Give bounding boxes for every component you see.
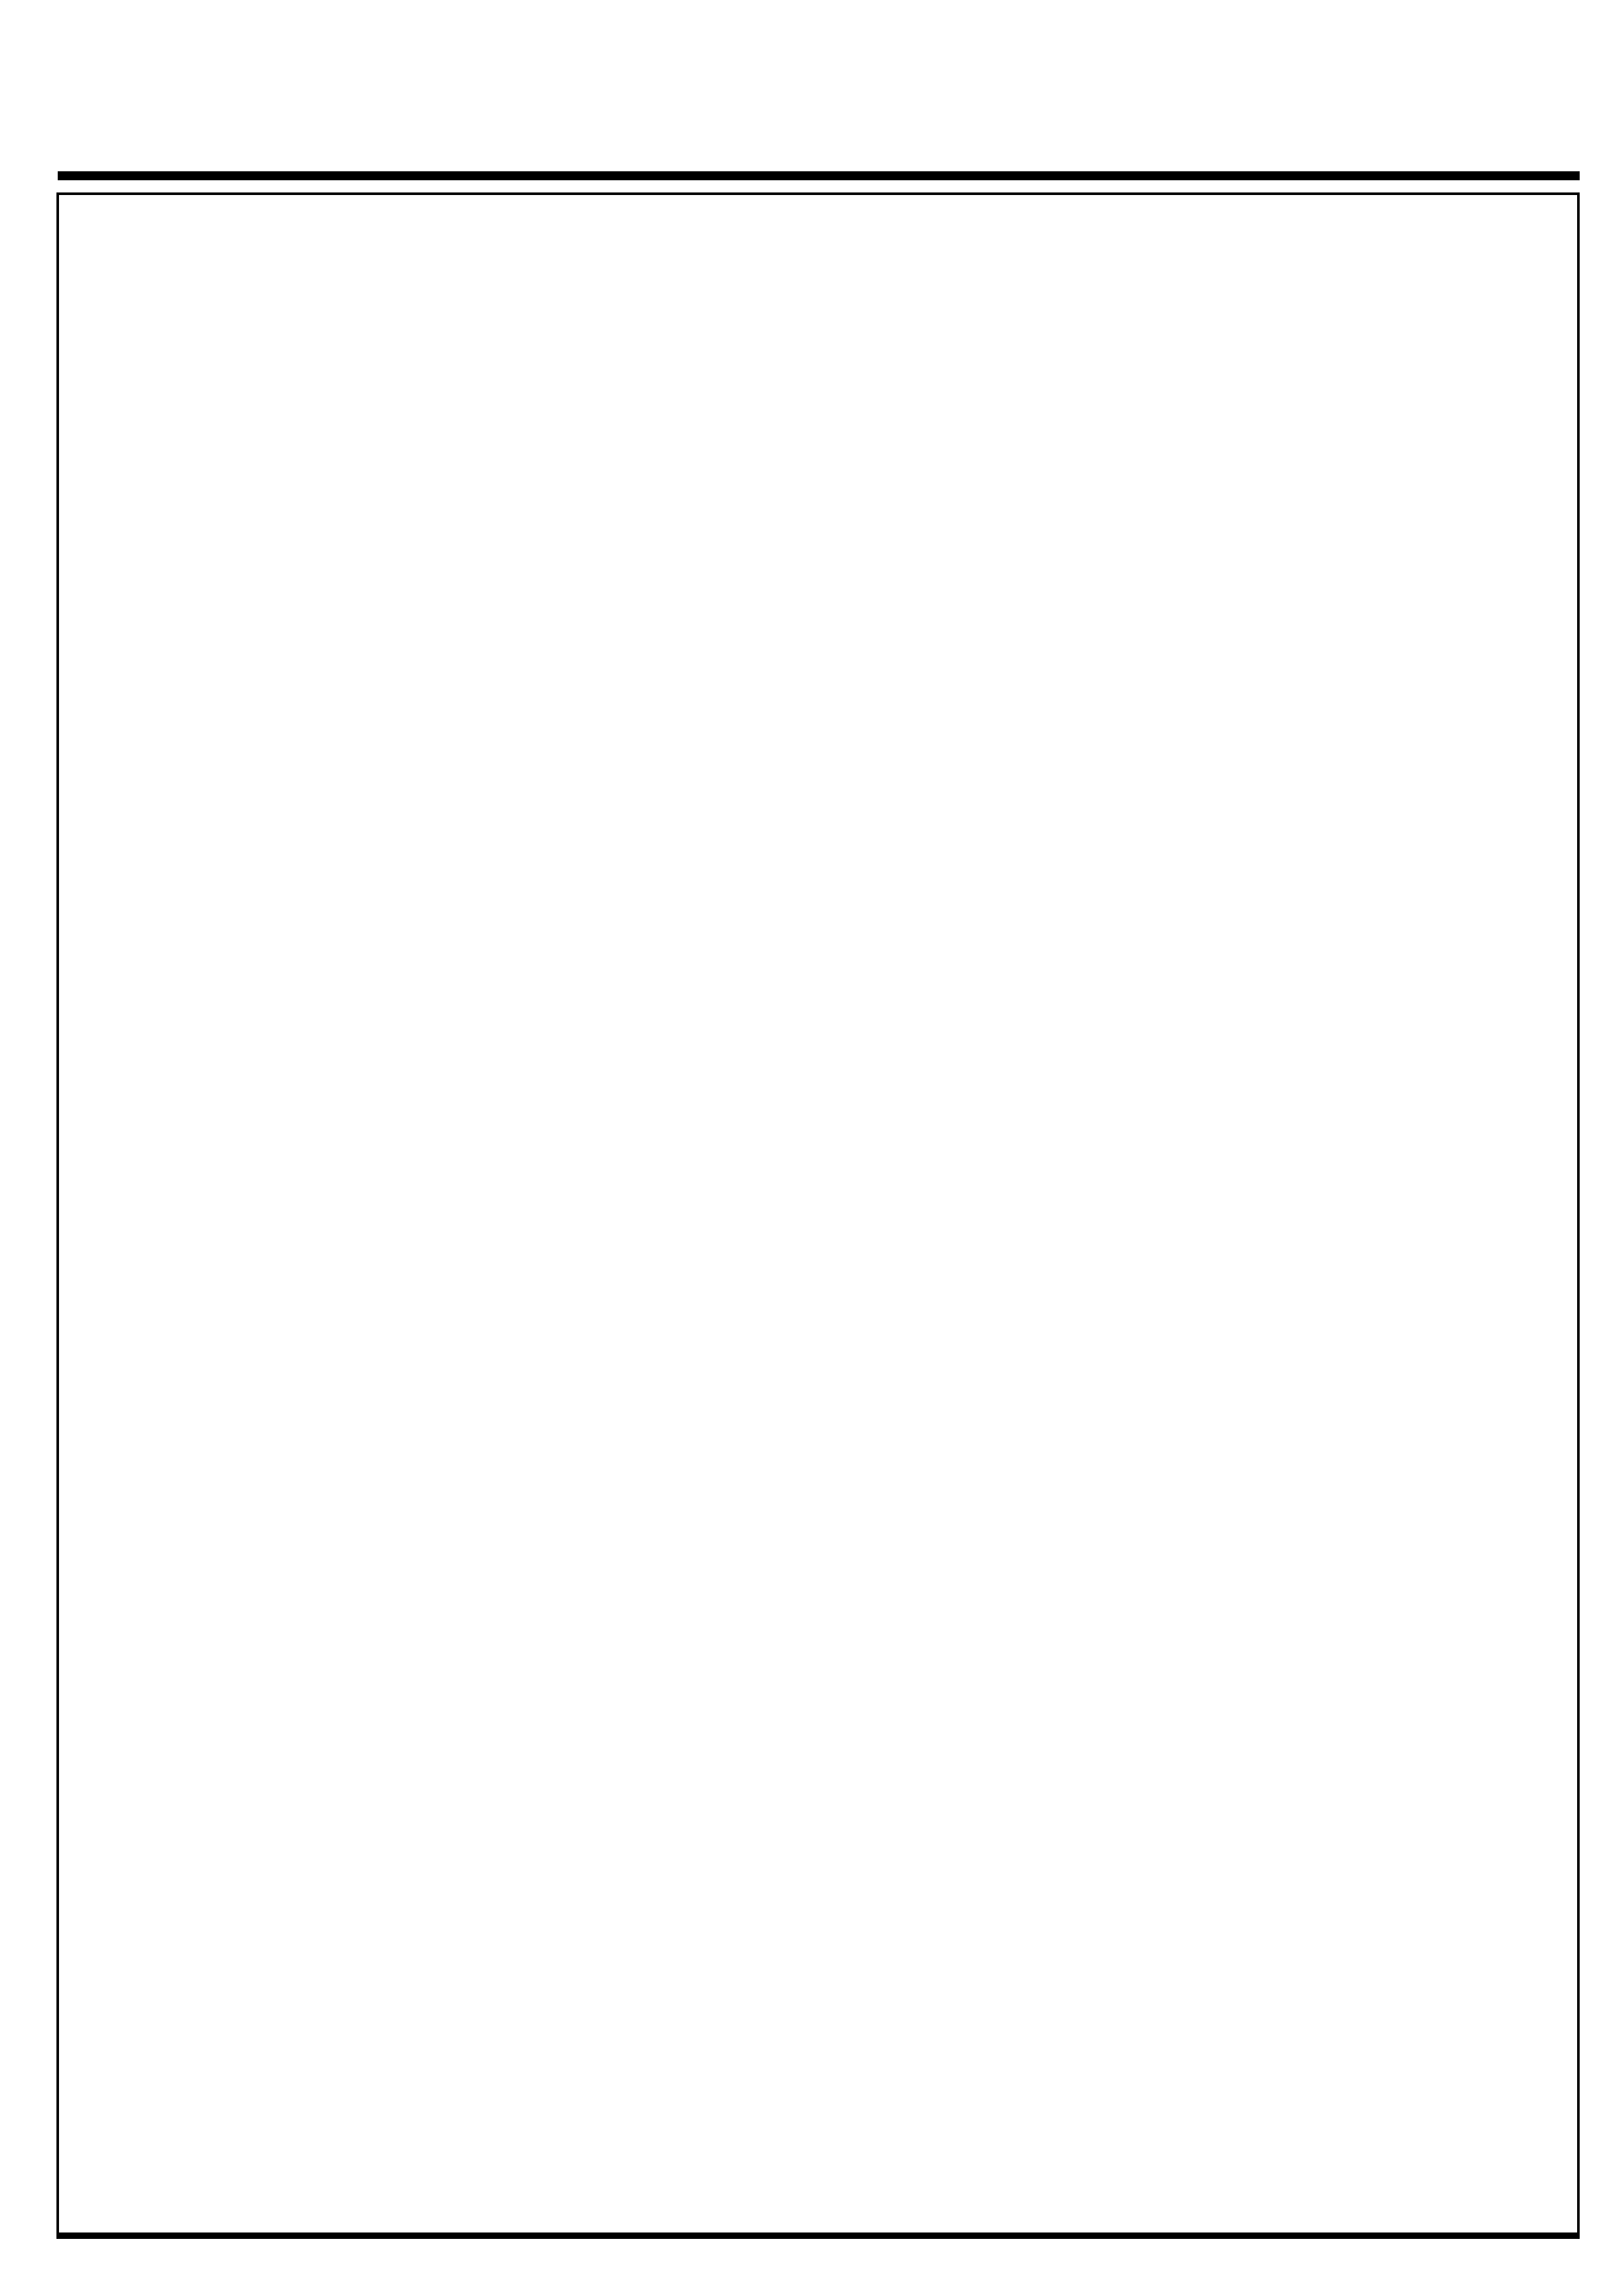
- content-border-box: [56, 192, 1580, 2239]
- header-rule: [58, 171, 1580, 180]
- fig5-plot: [0, 0, 192, 96]
